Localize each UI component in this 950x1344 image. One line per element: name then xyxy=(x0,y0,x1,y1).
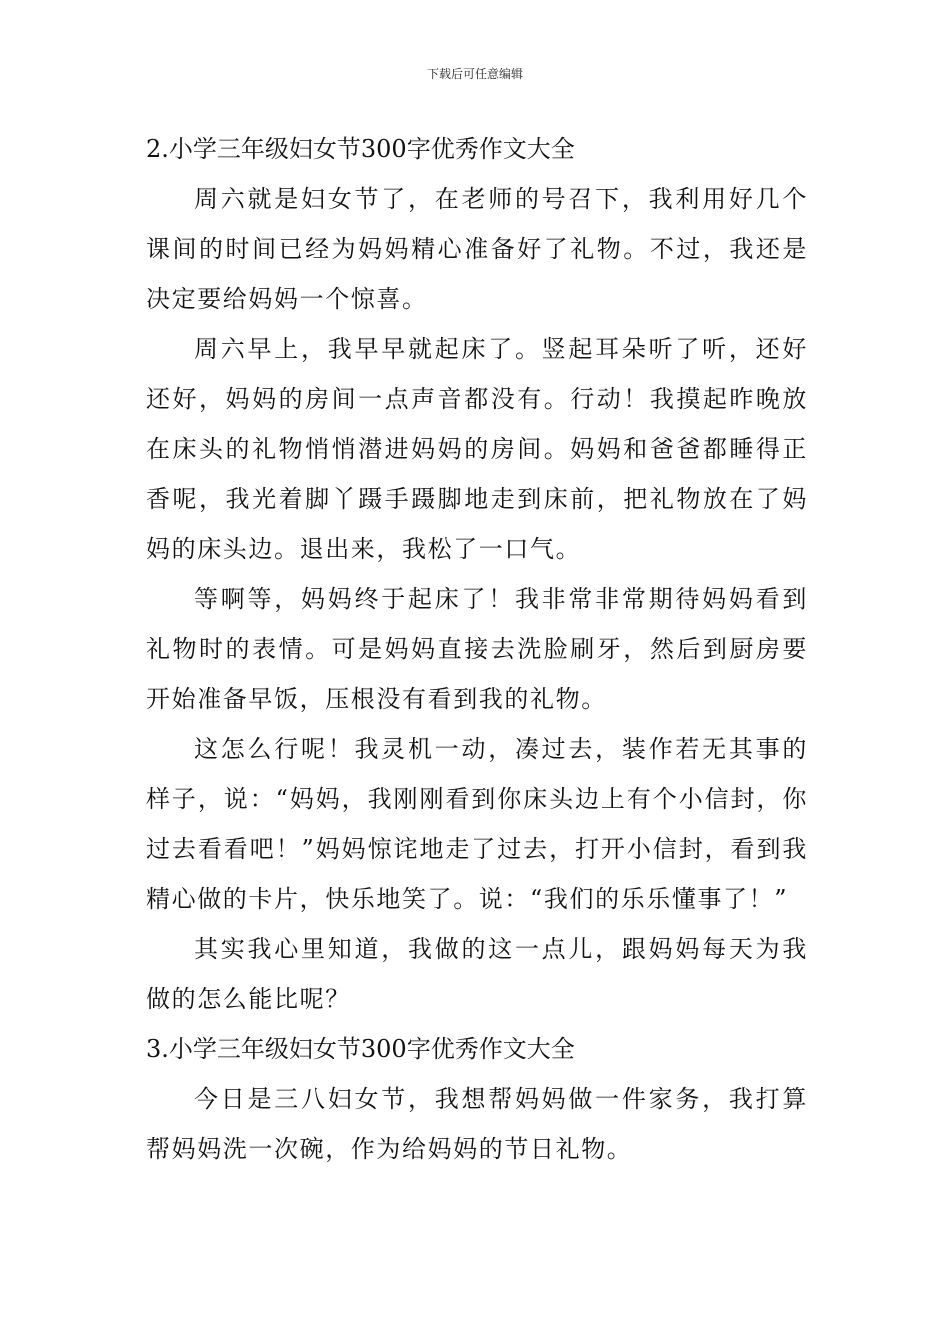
paragraph: 这怎么行呢！我灵机一动，凑过去，装作若无其事的样子，说：“妈妈，我刚刚看到你床头边上有个小信封，你过去看看吧！”妈妈惊诧地走了过去，打开小信封，看到我精心做的卡片，快乐地笑了。说：“我们的乐乐懂事了！” xyxy=(146,735,808,913)
page-header-note: 下载后可任意编辑 xyxy=(426,67,523,81)
essay-section-2 xyxy=(146,124,808,1024)
section-title: 3.小学三年级妇女节300字优秀作文大全 xyxy=(146,1035,575,1063)
paragraph: 其实我心里知道，我做的这一点儿，跟妈妈每天为我做的怎么能比呢？ xyxy=(146,935,808,1013)
section-title: 2.小学三年级妇女节300字优秀作文大全 xyxy=(146,135,575,163)
paragraph: 等啊等，妈妈终于起床了！我非常非常期待妈妈看到礼物时的表情。可是妈妈直接去洗脸刷牙，然后到厨房要开始准备早饭，压根没有看到我的礼物。 xyxy=(146,585,808,713)
document-body xyxy=(146,124,808,1174)
paragraph: 今日是三八妇女节，我想帮妈妈做一件家务，我打算帮妈妈洗一次碗，作为给妈妈的节日礼物。 xyxy=(146,1085,808,1163)
essay-section-3 xyxy=(146,1024,808,1174)
paragraph: 周六就是妇女节了，在老师的号召下，我利用好几个课间的时间已经为妈妈精心准备好了礼物。不过，我还是决定要给妈妈一个惊喜。 xyxy=(146,185,808,313)
paragraph: 周六早上，我早早就起床了。竖起耳朵听了听，还好还好，妈妈的房间一点声音都没有。行动！我摸起昨晚放在床头的礼物悄悄潜进妈妈的房间。妈妈和爸爸都睡得正香呢，我光着脚丫蹑手蹑脚地走到床前，把礼物放在了妈妈的床头边。退出来，我松了一口气。 xyxy=(146,335,808,563)
